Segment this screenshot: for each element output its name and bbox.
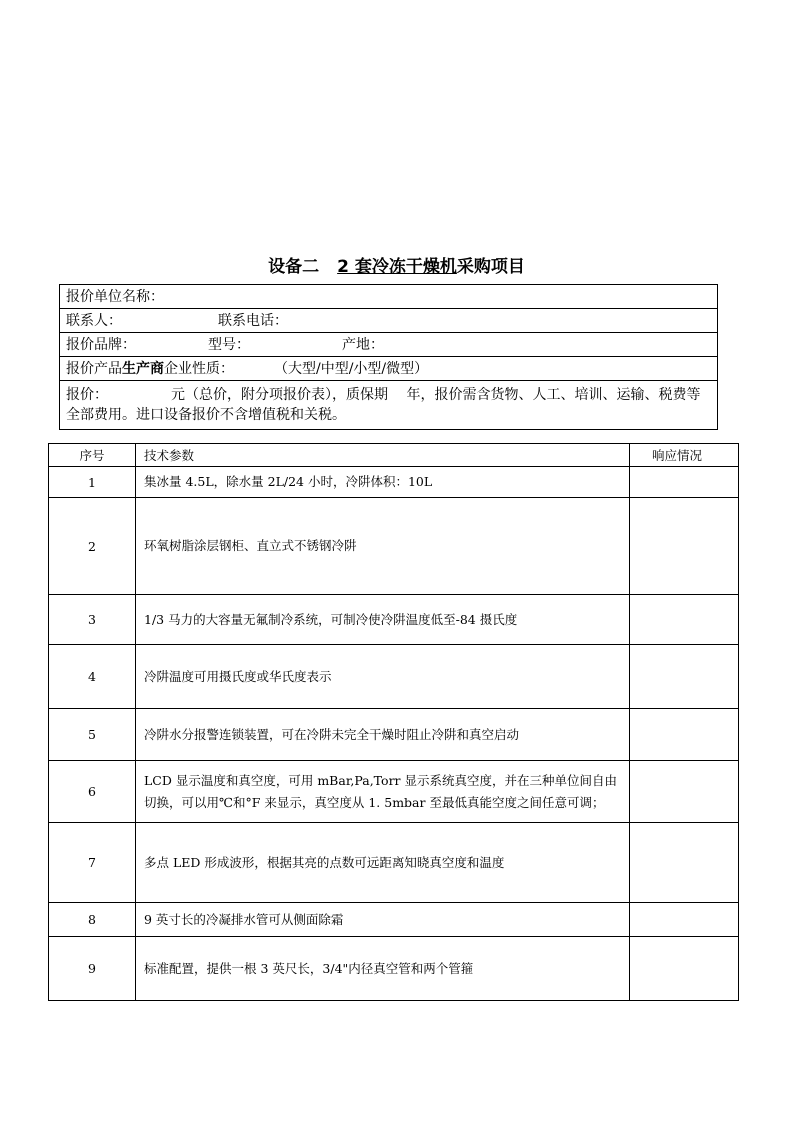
row-no: 5 (49, 709, 136, 761)
row-param: LCD 显示温度和真空度，可用 mBar,Pa,Torr 显示系统真空度，并在三种单位间自由切换，可以用℃和°F 来显示，真空度从 1. 5mbar 至最低真能空度之间任意可调； (136, 761, 630, 823)
title-underlined: 2 套冷冻干燥机 (337, 257, 457, 277)
row-param: 环氧树脂涂层钢柜、直立式不锈钢冷阱 (136, 498, 630, 595)
contact-label: 联系人： (66, 312, 122, 329)
spec-table (48, 443, 739, 1001)
row-no: 8 (49, 903, 136, 937)
table-row (49, 467, 739, 498)
row-response (630, 645, 739, 709)
info-cell-contact (60, 309, 718, 333)
spec-header-row (49, 444, 739, 467)
header-no: 序号 (49, 444, 136, 467)
row-param: 集冰量 4.5L，除水量 2L/24 小时，冷阱体积：10L (136, 467, 630, 498)
row-param: 9 英寸长的冷凝排水管可从侧面除霜 (136, 903, 630, 937)
row-no: 4 (49, 645, 136, 709)
table-row (49, 903, 739, 937)
model-label: 型号： (208, 336, 250, 353)
row-no: 1 (49, 467, 136, 498)
info-row-brand (60, 333, 718, 357)
info-cell-brand (60, 333, 718, 357)
table-row (49, 595, 739, 645)
unit-label: 报价单位名称： (66, 288, 164, 305)
info-cell-nature (60, 357, 718, 381)
table-row (49, 823, 739, 903)
phone-label: 联系电话： (218, 312, 288, 329)
row-response (630, 498, 739, 595)
info-row-nature (60, 357, 718, 381)
row-no: 7 (49, 823, 136, 903)
row-response (630, 467, 739, 498)
title-suffix: 采购项目 (456, 257, 525, 277)
row-param: 标准配置，提供一根 3 英尺长，3/4"内径真空管和两个管箍 (136, 937, 630, 1001)
info-row-contact (60, 309, 718, 333)
nature-prefix: 报价产品 (66, 360, 122, 377)
row-response (630, 595, 739, 645)
nature-suffix: 企业性质： (164, 360, 234, 377)
info-row-price (60, 381, 718, 430)
row-param: 冷阱温度可用摄氏度或华氏度表示 (136, 645, 630, 709)
header-response: 响应情况 (630, 444, 739, 467)
row-response (630, 709, 739, 761)
info-cell-unit (60, 285, 718, 309)
row-no: 9 (49, 937, 136, 1001)
table-row (49, 937, 739, 1001)
row-no: 2 (49, 498, 136, 595)
table-row (49, 645, 739, 709)
row-response (630, 823, 739, 903)
info-row-unit (60, 285, 718, 309)
brand-label: 报价品牌： (66, 336, 136, 353)
row-response (630, 903, 739, 937)
price-text: 报价： 元（总价，附分项报价表），质保期 年，报价需含货物、人工、培训、运输、税费等全部费用。进口设备报价不含增值税和关税。 (66, 387, 701, 423)
table-row (49, 498, 739, 595)
row-response (630, 761, 739, 823)
header-param: 技术参数 (136, 444, 630, 467)
row-param: 1/3 马力的大容量无氟制冷系统，可制冷使冷阱温度低至-84 摄氏度 (136, 595, 630, 645)
table-row (49, 709, 739, 761)
row-no: 6 (49, 761, 136, 823)
quote-info-table (59, 284, 718, 430)
info-cell-price (60, 381, 718, 430)
title-prefix: 设备二 (268, 257, 320, 277)
table-row (49, 761, 739, 823)
origin-label: 产地： (342, 336, 384, 353)
row-no: 3 (49, 595, 136, 645)
row-response (630, 937, 739, 1001)
row-param: 多点 LED 形成波形，根据其亮的点数可远距离知晓真空度和温度 (136, 823, 630, 903)
nature-bold: 生产商 (122, 360, 164, 377)
nature-options: （大型/中型/小型/微型） (274, 360, 429, 377)
page-title (0, 252, 793, 277)
row-param: 冷阱水分报警连锁装置，可在冷阱未完全干燥时阻止冷阱和真空启动 (136, 709, 630, 761)
